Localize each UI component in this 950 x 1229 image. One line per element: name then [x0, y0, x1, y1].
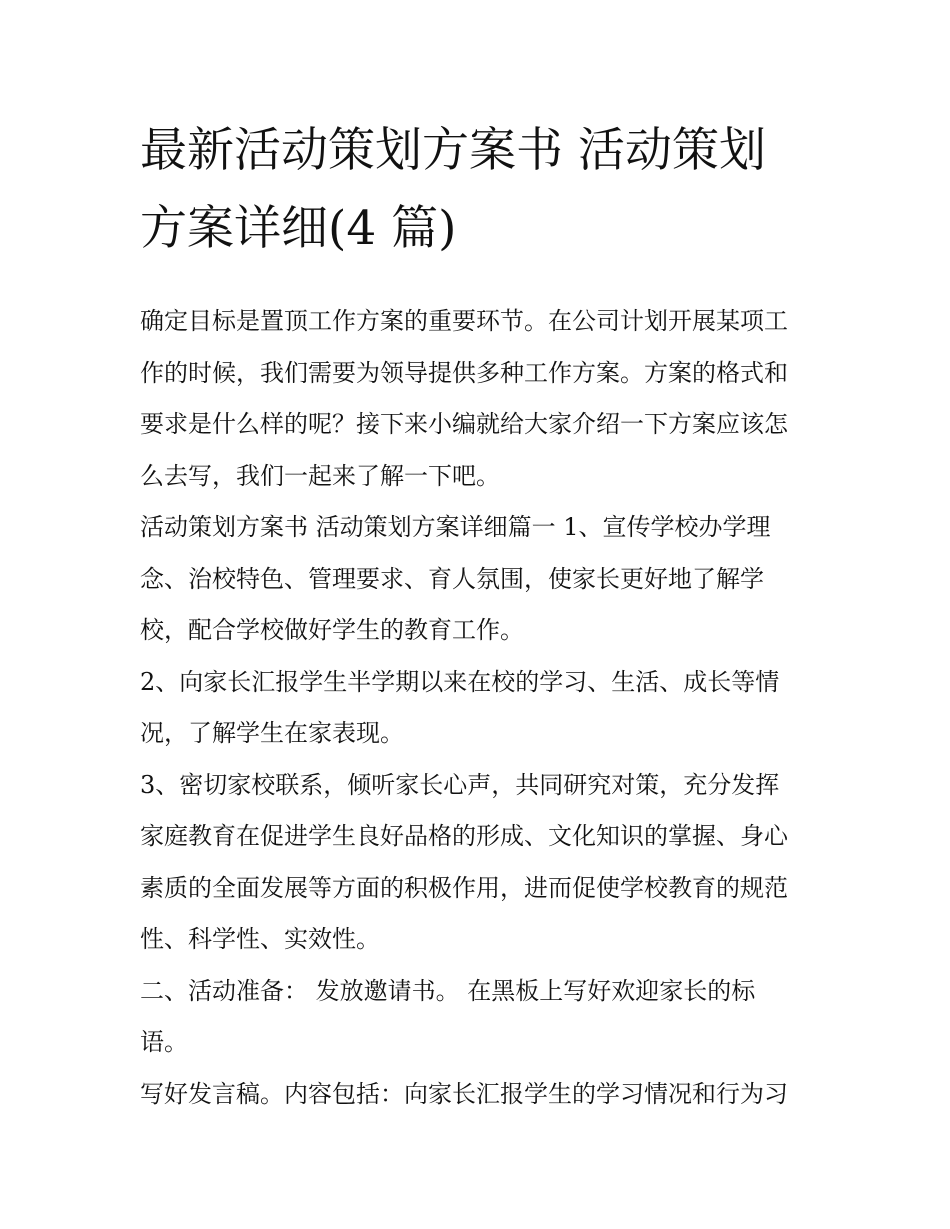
paragraph-item-1: [140, 502, 815, 657]
paragraph-speech: [140, 1069, 815, 1121]
paragraph-item-3: [140, 760, 815, 966]
title-line-2: 方案详细(4 篇): [140, 201, 457, 256]
paragraph-line: 作的时候，我们需要为领导提供多种工作方案。方案的格式和: [140, 358, 788, 387]
paragraph-line: 活动策划方案书 活动策划方案详细篇一 1、宣传学校办学理: [140, 513, 771, 541]
paragraph-line: 么去写，我们一起来了解一下吧。: [140, 461, 500, 490]
paragraph-line: 校，配合学校做好学生的教育工作。: [140, 616, 524, 644]
paragraph-line: 家庭教育在促进学生良好品格的形成、文化知识的掌握、身心: [140, 822, 788, 850]
document-title: [140, 112, 815, 268]
paragraph-line: 况，了解学生在家表现。: [140, 719, 404, 747]
document-page: [140, 112, 815, 1120]
paragraph-line: 语。: [140, 1028, 188, 1056]
paragraph-line: 性、科学性、实效性。: [140, 925, 380, 953]
paragraph-line: 确定目标是置顶工作方案的重要环节。在公司计划开展某项工: [140, 307, 788, 335]
paragraph-line: 素质的全面发展等方面的积极作用，进而促使学校教育的规范: [140, 873, 788, 902]
paragraph-item-2: [140, 657, 815, 760]
paragraph-line: 二、活动准备： 发放邀请书。 在黑板上写好欢迎家长的标: [140, 976, 756, 1005]
paragraph-line: 2、向家长汇报学生半学期以来在校的学习、生活、成长等情: [140, 667, 780, 696]
paragraph-line: 3、密切家校联系，倾听家长心声，共同研究对策，充分发挥: [140, 770, 780, 799]
paragraph-line: 念、治校特色、管理要求、育人氛围，使家长更好地了解学: [140, 564, 764, 593]
paragraph-line: 写好发言稿。内容包括：向家长汇报学生的学习情况和行为习: [140, 1079, 788, 1108]
paragraph-preparation: [140, 966, 815, 1069]
title-line-1: 最新活动策划方案书 活动策划: [140, 123, 766, 178]
paragraph-line: 要求是什么样的呢？接下来小编就给大家介绍一下方案应该怎: [140, 410, 788, 438]
paragraph-intro: [140, 296, 815, 502]
document-body: [140, 296, 815, 1120]
